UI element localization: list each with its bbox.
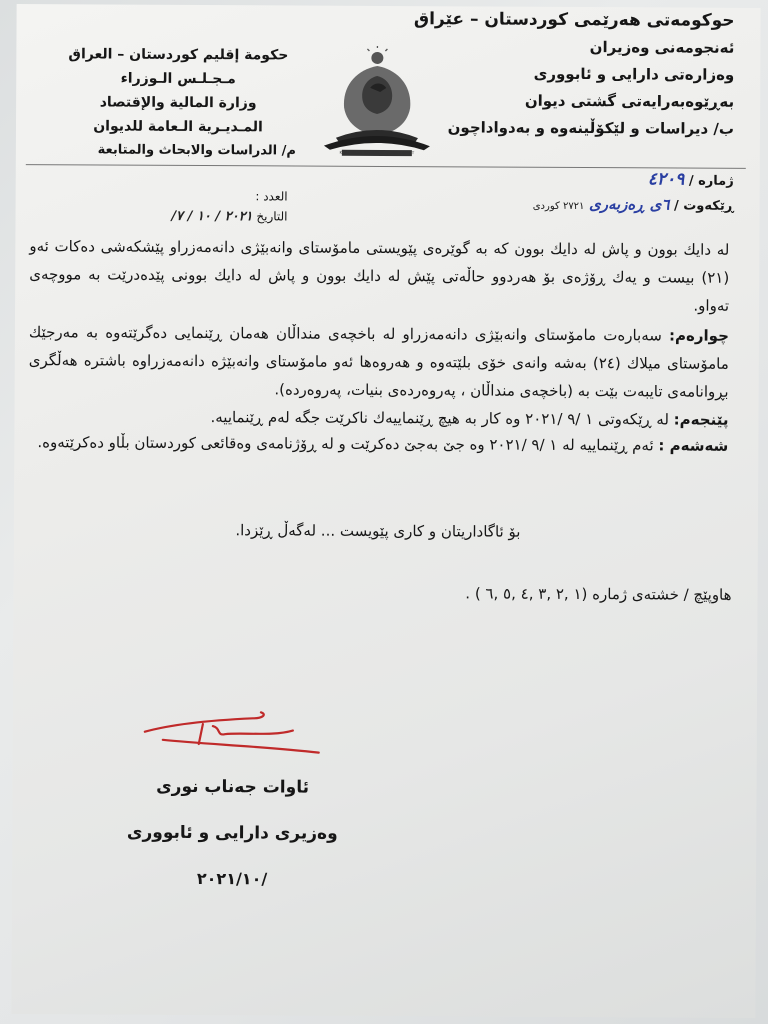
header-kurdish-line: وەزارەتی دارایی و ئابووری xyxy=(533,64,735,84)
header-divider xyxy=(26,164,746,169)
paragraph-3-text: لە ڕێكەوتی ١ /٩ /٢٠٢١ وە كار بە هیچ ڕێنماییەك ناكرێت جگە لەم ڕێنماییە. xyxy=(210,408,674,429)
paragraph-4-text: ئەم ڕێنماییە لە ١ /٩ /٢٠٢١ وە جێ بەجێ دەكرێت و لە ڕۆژنامەی وەقائعی كوردستان بڵاو دەكرێتەوە. xyxy=(37,433,659,455)
header-kurdish-line: بەڕێوەبەرایەتی گشتی دیوان xyxy=(524,91,735,111)
reference-date-label: ڕێکەوت / xyxy=(673,198,734,214)
header-kurdish-line: ئەنجومەنی وەزیران xyxy=(589,38,735,57)
arabic-date-value: ٢٠٢١ / ١٠ / ٧/ xyxy=(171,208,253,225)
reference-number-value: ٤٢٠٩ xyxy=(647,169,685,190)
reference-date-value: ٦ی ڕەزبەری xyxy=(588,195,670,214)
reference-date-suffix: ٢٧٢١ كوردی xyxy=(532,200,585,213)
emblem-caption: KURDISTAN REGIONAL GOVERNMENT xyxy=(339,149,415,156)
arabic-number-label: العدد : xyxy=(255,189,288,204)
paragraph-2 xyxy=(29,318,729,406)
paragraph-4-label: شەشەم : xyxy=(658,436,729,455)
kurdistan-emblem-icon xyxy=(316,46,439,159)
arabic-number xyxy=(128,189,288,204)
header-kurdish-line: حوكومەتی هەرێمی كوردستان – عێراق xyxy=(413,9,735,31)
reference-number-label: ژمارە / xyxy=(688,173,734,189)
signatory-name: ئاوات جەناب نوری xyxy=(156,776,310,798)
letter-page xyxy=(11,4,760,1018)
paragraph-1: لە دایك بوون و پاش لە دایك بوون كە بە گوێرەی پێویستی مامۆستای وانەبێژی دانەمەزراو پێشكەشی دەكات ئەو (٢١) بیست و یەك ڕۆژەی بۆ هەردوو حاڵەتی پێش لە دایك بوون و پاش لە دایك بوونی پێدەدرێت بە مووچەی تەواو. xyxy=(29,237,730,315)
arabic-date-label: التاريخ xyxy=(256,209,288,224)
header-kurdish-line: ب/ دیراسات و لێكۆڵینەوە و بەدواداچون xyxy=(447,118,735,138)
paragraph-2-text: سەبارەت مامۆستای وانەبێژی دانەمەزراو لە باخچەی منداڵان هەمان ڕێنمایی دەگرێتەوە بە مەرجێك مامۆستای میلاك (٢٤) بەشە وانەی خۆی بلێتەوە و هەروەها ئەو مامۆستای وانەبێژە دانەمەزراوە باشترە هەڵگری بڕوانامەی تایبەت بێت بە (باخچەی منداڵان ، پەروەردەی بنیات، پەروەردە). xyxy=(28,323,729,401)
header-arabic-line: م/ الدراسات والابحاث والمتابعة xyxy=(97,142,296,159)
header-arabic xyxy=(58,42,299,163)
header-kurdish xyxy=(404,6,735,143)
paragraph-3-label: پێنجەم: xyxy=(673,410,729,429)
paragraph-4 xyxy=(28,430,728,458)
paragraph-2-label: چوارەم: xyxy=(669,326,729,345)
signature-mark xyxy=(143,710,323,771)
signatory-title: وەزیری دارایی و ئابووری xyxy=(126,822,338,844)
header-arabic-line: مـجـلـس الـوزراء xyxy=(120,70,236,88)
letter-body xyxy=(28,232,729,460)
closing-line: بۆ ئاگاداریتان و كاری پێویست ... لەگەڵ ڕێزدا. xyxy=(235,521,521,541)
paragraph-3 xyxy=(28,404,728,432)
header-arabic-line: حكومة إقليم كوردستان – العراق xyxy=(68,46,289,64)
arabic-date xyxy=(128,209,288,225)
reference-date xyxy=(494,195,734,214)
header-arabic-line: وزارة المالية والإقتصاد xyxy=(99,94,257,112)
signatory-date: ٢٠٢١/١٠/ xyxy=(196,869,268,889)
header-arabic-line: المـديـرية الـعامة للديوان xyxy=(93,118,263,136)
enclosures-line: هاوپێچ / خشتەی ژمارە (١ ,٢ ,٣ ,٤ ,٥ ,٦ ) . xyxy=(465,584,732,604)
reference-number xyxy=(494,169,734,190)
